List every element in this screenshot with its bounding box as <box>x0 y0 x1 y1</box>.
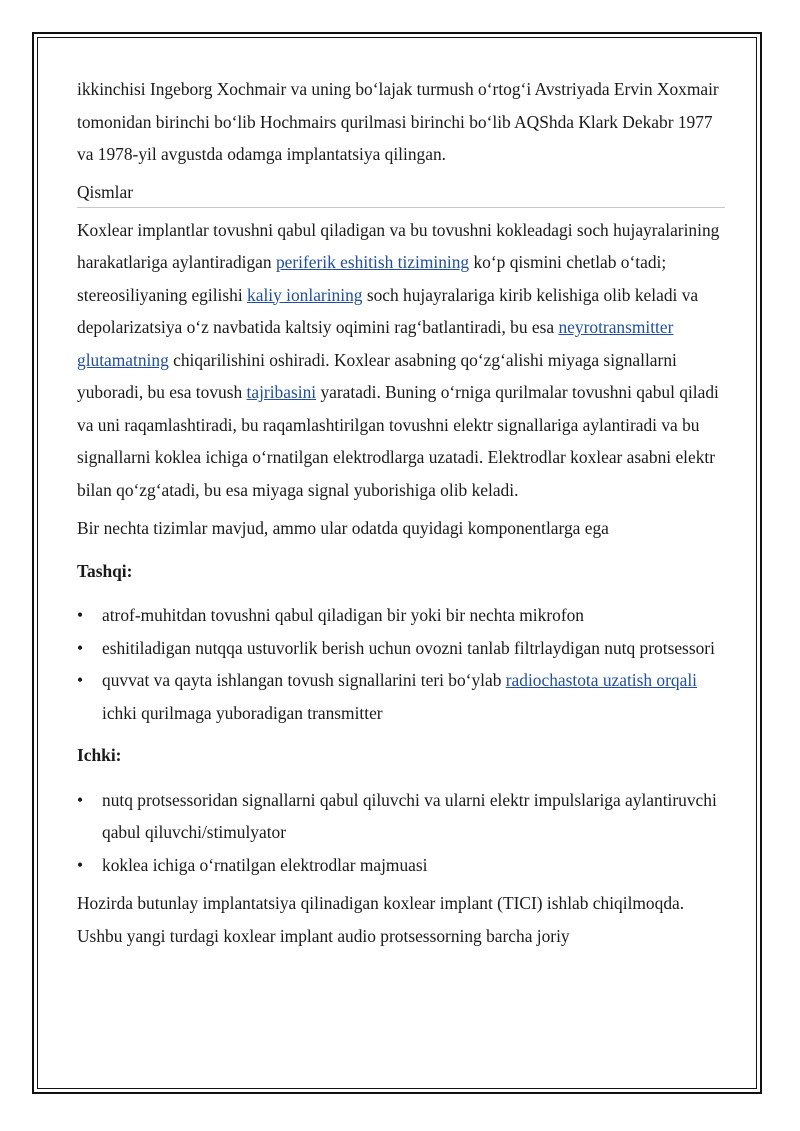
external-components-list <box>77 599 725 729</box>
bullet-icon: • <box>77 637 84 658</box>
text-run: yaratadi. Buning o‘rniga qurilmalar tovushni qabul qiladi va uni raqamlashtiradi, bu raqamlashtirilgan tovushni elektr signallariga aylantiradi va bu signallarni koklea ichiga o‘rnatilgan elektrodlarga uzatadi. Elektrodlar koxlear asabni elektr bilan qo‘zg‘atadi, bu esa miyaga signal yuborishiga olib keladi. <box>77 382 719 500</box>
list-item-text: eshitiladigan nutqqa ustuvorlik berish uchun ovozni tanlab filtrlaydigan nutq protsessori <box>102 637 715 658</box>
link-neyrotransmitter[interactable]: neyrotransmitter <box>558 317 674 337</box>
final-paragraph: Hozirda butunlay implantatsiya qilinadigan koxlear implant (TICI) ishlab chiqilmoqda. Ushbu yangi turdagi koxlear implant audio protsessorning barcha joriy <box>77 893 685 946</box>
section-heading-qismlar: Qismlar <box>77 177 725 208</box>
heading-ichki: Ichki: <box>77 745 122 765</box>
link-radiochastota[interactable]: radiochastota uzatish orqali <box>505 670 697 690</box>
list-item-text: ichki qurilmaga yuboradigan transmitter <box>102 702 383 723</box>
list-item <box>77 599 725 632</box>
link-tajriba[interactable]: tajribasini <box>246 382 317 402</box>
list-item-text: nutq protsessoridan signallarni qabul qiluvchi va ularni elektr impulslariga aylantiruvchi qabul qiluvchi/stimulyator <box>102 789 717 842</box>
bullet-icon: • <box>77 670 84 690</box>
list-item-text: quvvat va qayta ishlangan tovush signallarini teri bo‘ylab <box>102 670 506 690</box>
list-item-text: atrof-muhitdan tovushni qabul qiladigan bir yoki bir nechta mikrofon <box>102 605 585 625</box>
text-run: chiqarilishini oshiradi. Koxlear asabning qo‘zg‘alishi miyaga signallarni yuboradi, bu esa tovush <box>77 349 677 402</box>
text-run: soch hujayralariga kirib kelishiga olib keladi va depolarizatsiya o‘z navbatida kaltsiy oqimini rag‘batlantiradi, bu esa <box>77 284 699 337</box>
internal-components-list <box>77 784 725 882</box>
list-item <box>77 664 725 729</box>
list-item <box>77 784 725 849</box>
list-item <box>77 849 725 882</box>
link-kaliy-ionlari[interactable]: kaliy ionlarining <box>247 284 363 305</box>
heading-tashqi: Tashqi: <box>77 560 133 581</box>
systems-paragraph: Bir nechta tizimlar mavjud, ammo ular odatda quyidagi komponentlarga ega <box>77 518 609 538</box>
bullet-icon: • <box>77 789 84 810</box>
text-run: ko‘p qismini chetlab o‘tadi; stereosiliyaning egilishi <box>77 252 667 305</box>
intro-paragraph: ikkinchisi Ingeborg Xochmair va uning bo‘lajak turmush o‘rtog‘i Avstriyada Ervin Xoxmair tomonidan birinchi bo‘lib Hochmairs qurilmasi birinchi bo‘lib AQShda Klark Dekabr 1977 va 1978-yil avgustda odamga implantatsiya qilingan. <box>77 79 719 164</box>
text-run: Koxlear implantlar tovushni qabul qiladigan va bu tovushni kokleadagi soch hujayralarining harakatlariga aylantiradigan <box>77 219 720 272</box>
list-item <box>77 632 725 665</box>
bullet-icon: • <box>77 605 84 625</box>
link-glutamat[interactable]: glutamatning <box>77 349 169 370</box>
list-item-text: koklea ichiga o‘rnatilgan elektrodlar majmuasi <box>102 854 428 875</box>
link-periferik-eshitish[interactable]: periferik eshitish tizimining <box>275 252 470 272</box>
bullet-icon: • <box>77 854 84 875</box>
main-paragraph <box>77 214 725 507</box>
document-body <box>77 73 725 952</box>
